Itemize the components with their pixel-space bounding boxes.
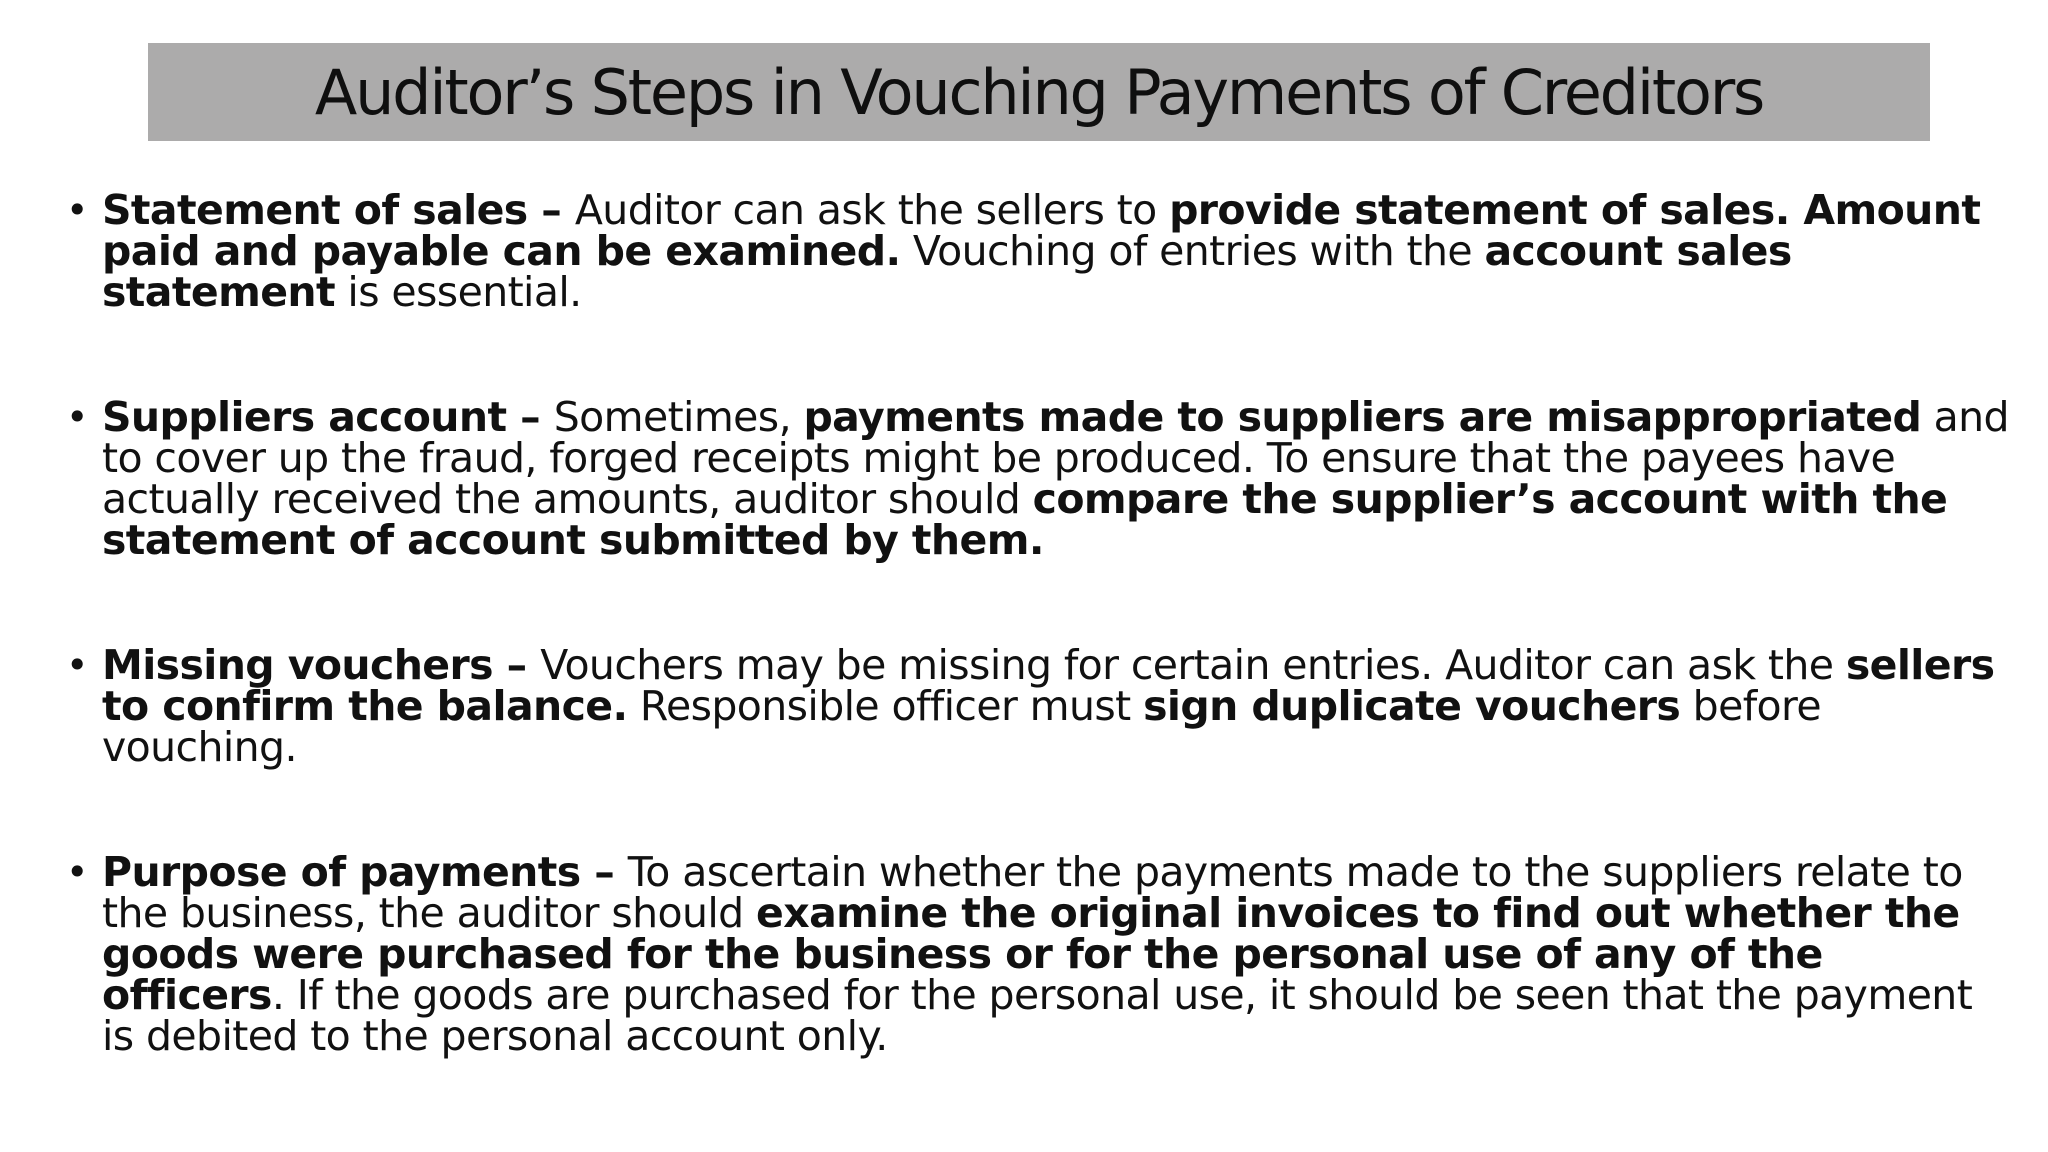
slide-title: Auditor’s Steps in Vouching Payments of Creditors xyxy=(314,55,1764,129)
bullet-dot: • xyxy=(66,850,88,894)
bullet-emphasis: payments made to suppliers are misappropriated xyxy=(803,393,1922,441)
bullet-emphasis: sellers to confirm the balance. xyxy=(102,641,1995,730)
bullet-text: . If the goods are purchased for the personal use, it should be seen that the payment is debited to the personal account only. xyxy=(102,971,1973,1060)
bullet-list xyxy=(60,186,2010,1060)
bullet-dot: • xyxy=(66,395,88,439)
bullet-statement-of-sales xyxy=(60,186,2010,316)
bullet-text: Vouchers may be missing for certain entries. Auditor can ask the xyxy=(540,641,1846,689)
bullet-missing-vouchers xyxy=(60,641,2010,771)
bullet-text: To ascertain whether the payments made to the suppliers relate to the business, the auditor should xyxy=(102,848,1963,937)
bullet-emphasis: account sales statement xyxy=(102,227,1792,316)
bullet-dot: • xyxy=(66,188,88,232)
bullet-emphasis: compare the supplier’s account with the statement of account submitted by them. xyxy=(102,475,1948,564)
bullet-text: and to cover up the fraud, forged receipts might be produced. To ensure that the payees have actually received the amounts, auditor should xyxy=(102,393,2009,523)
bullet-dot: • xyxy=(66,643,88,687)
bullet-suppliers-account xyxy=(60,393,2010,564)
bullet-heading: Statement of sales – xyxy=(102,186,575,234)
bullet-text: before vouching. xyxy=(102,682,1822,771)
bullet-emphasis: examine the original invoices to find out whether the goods were purchased for the business or for the personal use of any of the officers xyxy=(102,889,1960,1019)
bullet-text: Vouching of entries with the xyxy=(900,227,1485,275)
title-bar xyxy=(148,43,1930,141)
bullet-heading: Suppliers account – xyxy=(102,393,554,441)
bullet-heading: Missing vouchers – xyxy=(102,641,541,689)
bullet-text: Responsible officer must xyxy=(627,682,1144,730)
bullet-emphasis: sign duplicate vouchers xyxy=(1143,682,1681,730)
bullet-emphasis: provide statement of sales. Amount paid and payable can be examined. xyxy=(102,186,1981,275)
bullet-text: Auditor can ask the sellers to xyxy=(574,186,1170,234)
bullet-heading: Purpose of payments – xyxy=(102,848,628,896)
bullet-text: is essential. xyxy=(335,268,582,316)
bullet-purpose-of-payments xyxy=(60,848,2010,1060)
bullet-text: Sometimes, xyxy=(553,393,804,441)
